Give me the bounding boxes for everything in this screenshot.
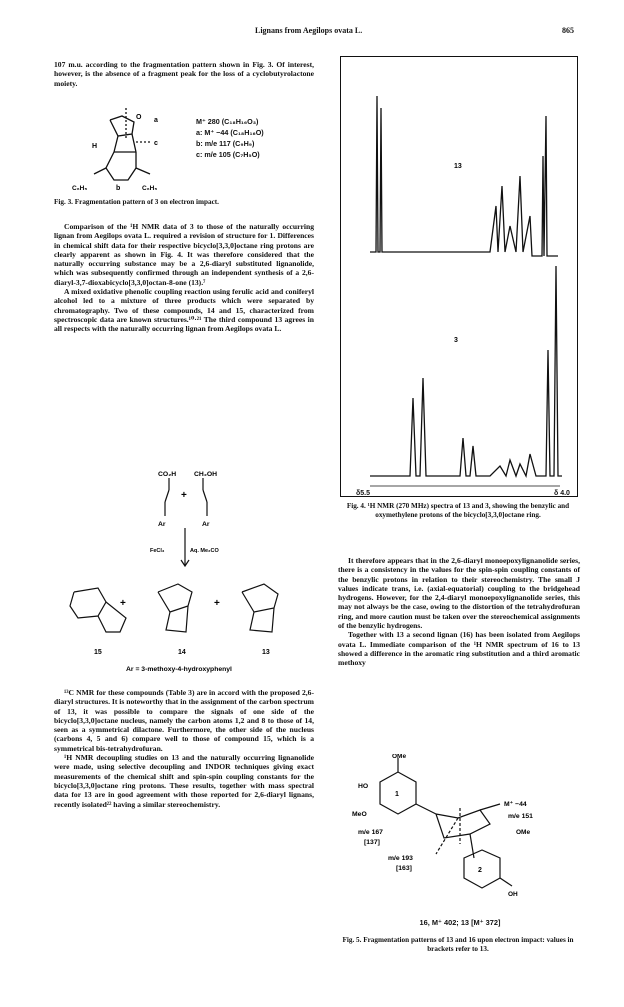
ar-label: Ar (202, 521, 210, 528)
fragment-item: M⁺ 280 (C₁₈H₁₆O₃) (196, 117, 259, 126)
ho-label: HO (358, 783, 369, 790)
fig5-caption: Fig. 5. Fragmentation patterns of 13 and 16 upon electron impact: values in brackets refer to 13. (342, 936, 574, 953)
frag-ph1: C₆H₅ (72, 185, 88, 192)
ring-2: 2 (478, 867, 482, 874)
paragraph: Together with 13 a second lignan (16) has been isolated from Aegilops ovata L. Immediate comparison of the ¹H NMR spectrum of 16 to 13 showed a difference in the aromatic ring substitution and a third aromatic methoxy (338, 630, 580, 668)
m167-label: m/e 167 (358, 829, 383, 836)
compound-14: 14 (178, 649, 186, 656)
page-number: 865 (562, 26, 574, 35)
ome-top: OMe (392, 754, 407, 760)
spectrum-label-13: 13 (454, 163, 462, 170)
frag-b: b (116, 185, 121, 192)
co2h-label: CO₂H (158, 471, 177, 478)
reagent-right: Aq. Me₂CO (190, 548, 219, 554)
spectrum-label-3: 3 (454, 337, 458, 344)
paragraph: It therefore appears that in the 2,6-diaryl monoepoxylignanolide series, there is a consistency in the values for the spin-spin coupling constants of the benzylic protons in relation to their stereochemistry. The small J values indicate trans, i.e. (axial-equatorial) coupling to the bridgehead hydrogens. However, for the 2,4-diaryl monoepoxylignanolide series, this may not always be the case, owing to the distortion of the tetrahydrofuran ring, and more caution must be taken over the stereochemical assignments of the benzylic hydrogens. (338, 556, 580, 631)
ar-definition: Ar = 3-methoxy-4-hydroxyphenyl (126, 666, 232, 673)
axis-left-label: δ5.5 (356, 490, 370, 497)
fragment-item: a: M⁺ −44 (C₁₈H₁₆O) (196, 128, 264, 137)
compound-13: 13 (262, 649, 270, 656)
left-body-2 (54, 688, 314, 809)
nmr-spectrum-figure (340, 56, 578, 498)
oh-label: OH (508, 891, 518, 898)
paragraph: Comparison of the ¹H NMR data of 3 to those of the naturally occurring lignan from Aegilops ovata L. required a revision of structure for 1. Differences in chemical shift data for their respective bicyclo[3,3,0]octane ring protons are clearly apparent as shown in Fig. 4. It was therefore considered that the naturally occurring substance may be a 2,6-diaryl substituted lignanolide, which was subsequently confirmed through an independent synthesis of a 2,6-diaryl-3,7-dioxabicyclo[3,3,0]octan-8-one (13).⁷ (54, 222, 314, 287)
ring-1: 1 (395, 791, 399, 798)
compound-15: 15 (94, 649, 102, 656)
plus-sign: + (214, 598, 220, 609)
fragment-item: b: m/e 117 (C₉H₉) (196, 139, 255, 148)
paragraph: ¹H NMR decoupling studies on 13 and the naturally occurring lignanolide were made, using selective decoupling and INDOR techniques giving exact measurements of the chemical shift and spin-spin coupling constants for the bicyclo[3,3,0]octane ring protons. These results, together with mass spectral data for 13 are in good agreement with those reported for 2,6-diaryl lignans, recently isolated²² having a similar stereochemistry. (54, 753, 314, 809)
mt44-label: M⁺ −44 (504, 801, 527, 808)
ch2oh-label: CH₂OH (194, 471, 218, 478)
spectrum-3-trace (370, 266, 562, 476)
paragraph: 107 m.u. according to the fragmentation pattern shown in Fig. 3. Of interest, however, is the absence of a fragment peak for the loss of a cyclobutyrolactone moiety. (54, 60, 314, 88)
plus-sign: + (181, 490, 187, 501)
ome-right: OMe (516, 829, 531, 836)
axis-right-label: δ 4.0 (554, 490, 570, 497)
plus-sign: + (120, 598, 126, 609)
paragraph: A mixed oxidative phenolic coupling reaction using ferulic acid and coniferyl alcohol led to a mixture of three products which were separated by chromatography. Two of these compounds, 14 and 15, characterized from spectroscopic data are known structures.¹⁰·²¹ The third compound 13 agrees in all respects with the naturally occurring lignan from Aegilops ovata L. (54, 287, 314, 334)
fig4-caption: Fig. 4. ¹H NMR (270 MHz) spectra of 13 and 3, showing the benzylic and oxymethylene protons of the bicyclo[3,3,0]octane ring. (346, 502, 570, 519)
right-body (338, 556, 580, 668)
m193-label: m/e 193 (388, 855, 413, 862)
frag-a: a (154, 117, 158, 124)
frag-h: H (92, 143, 98, 150)
left-intro (54, 60, 314, 88)
left-body-1 (54, 222, 314, 334)
frag-o: O (136, 114, 142, 121)
fig3-caption: Fig. 3. Fragmentation pattern of 3 on electron impact. (54, 198, 219, 206)
frag-c: c (154, 140, 158, 147)
frag-ph2: C₆H₅ (142, 185, 158, 192)
running-header: Lignans from Aegilops ovata L. (255, 26, 363, 35)
reagent-left: FeCl₃ (150, 548, 165, 554)
fragment-item: c: m/e 105 (C₇H₅O) (196, 150, 260, 159)
m163-label: [163] (396, 865, 412, 872)
spectrum-13-trace (370, 96, 558, 256)
paragraph: ¹³C NMR for these compounds (Table 3) are in accord with the proposed 2,6-diaryl structures. It is noteworthy that in the assignment of the carbon spectrum of 13, it was possible to compare the signals of one side of the bicyclo[3,3,0]octane nucleus, namely the carbon atoms 1,2 and 8 to those of 14, seen as a symmetrical dilactone. Furthermore, the other side of the nucleus (carbons 4, 5 and 6) compare well to those of compound 15, which is a symmetrical bis-tetrahydrofuran. (54, 688, 314, 753)
fig3-structure (70, 108, 190, 194)
fig5-structure (340, 754, 580, 914)
m137-label: [137] (364, 839, 380, 846)
m151-label: m/e 151 (508, 813, 533, 820)
fragment-list (196, 116, 264, 160)
fig5-compound-line: 16, M⁺ 402; 13 [M⁺ 372] (419, 918, 501, 927)
reaction-scheme (54, 466, 316, 680)
ar-label: Ar (158, 521, 166, 528)
meo-label: MeO (352, 811, 367, 818)
